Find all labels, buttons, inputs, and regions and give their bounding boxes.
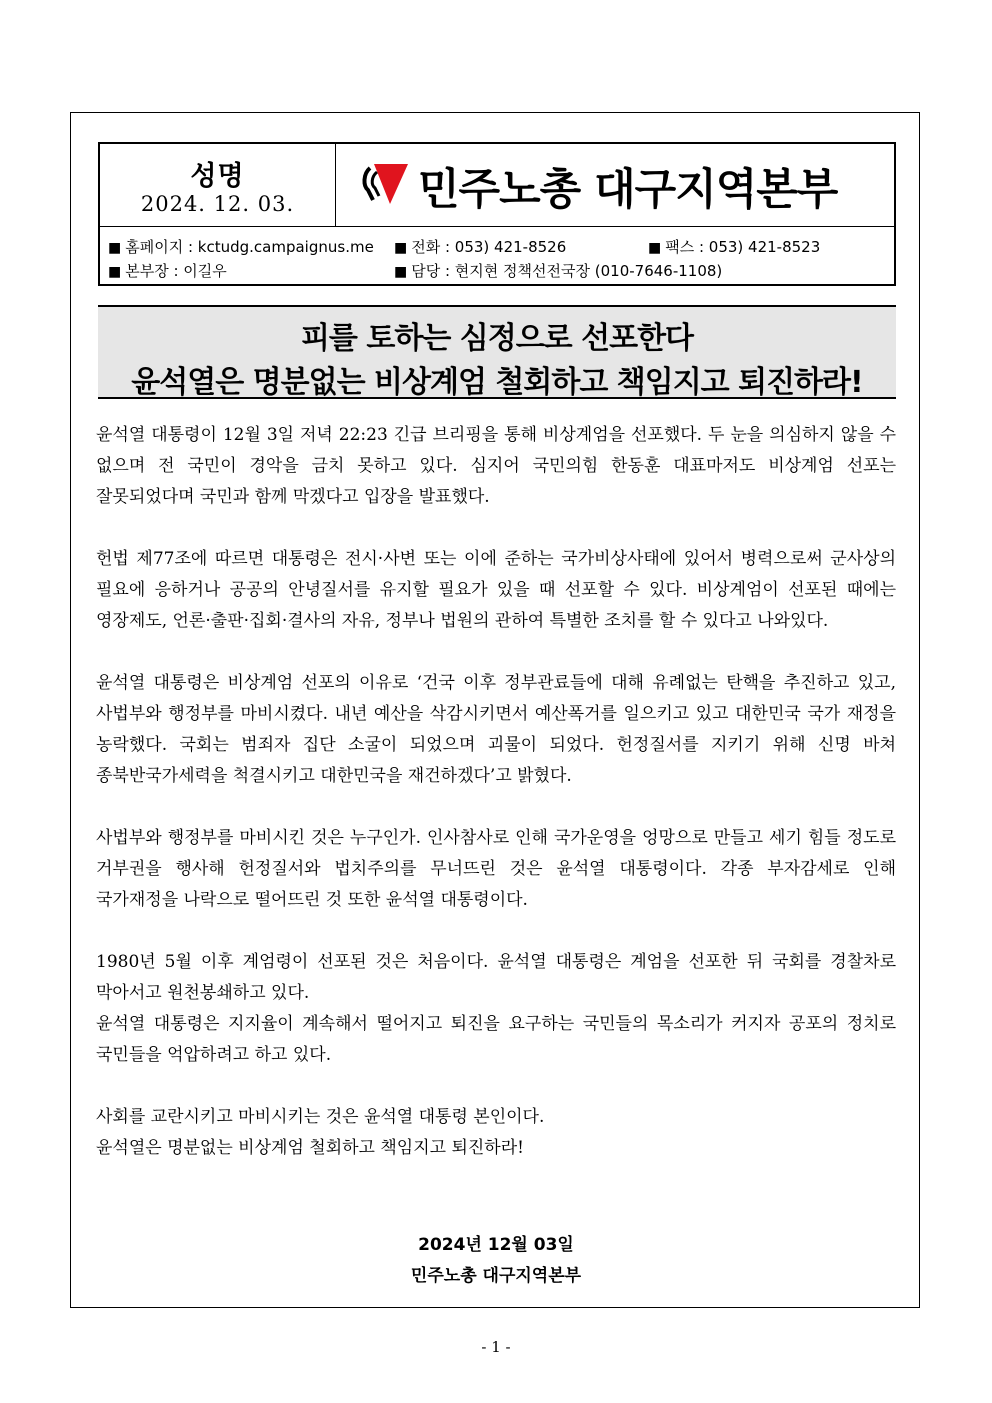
org-cell [336, 144, 894, 226]
chief-text: 본부장 : 이길우 [125, 262, 227, 280]
statement-body [96, 420, 896, 1164]
bullet-square-icon: ■ [394, 264, 408, 280]
doc-type-cell [100, 144, 336, 226]
info-contact [394, 260, 722, 281]
info-phone [394, 236, 566, 257]
bullet-square-icon: ■ [394, 240, 408, 256]
signature-date: 2024년 12월 03일 [418, 1235, 574, 1255]
page-number: - 1 - [481, 1338, 511, 1356]
letterhead [98, 142, 896, 286]
info-fax [648, 236, 820, 257]
kctu-logo-icon [360, 160, 408, 208]
homepage-text: 홈페이지 : kctudg.campaignus.me [125, 238, 374, 256]
bullet-square-icon: ■ [648, 240, 662, 256]
bullet-square-icon: ■ [108, 264, 122, 280]
org-name: 민주노총 대구지역본부 [418, 165, 838, 215]
contact-text: 담당 : 현지현 정책선전국장 (010-7646-1108) [411, 262, 723, 280]
paragraph-5a: 1980년 5월 이후 계엄령이 선포된 것은 처음이다. 윤석열 대통령은 계엄을 선포한 뒤 국회를 경찰차로 막아서고 원천봉쇄하고 있다. [96, 952, 896, 1003]
paragraph-4: 사법부와 행정부를 마비시킨 것은 누구인가. 인사참사로 인해 국가운영을 엉망으로 만들고 세기 힘들 정도로 거부권을 행사해 헌정질서와 법치주의를 무너뜨린 것은 윤석열 대통령이다. 각종 부자감세로 인해 국가재정을 나락으로 떨어뜨린 것 또한 윤석열 대통령이다. [96, 828, 896, 910]
paragraph-1: 윤석열 대통령이 12월 3일 저녁 22:23 긴급 브리핑을 통해 비상계엄을 선포했다. 두 눈을 의심하지 않을 수 없으며 전 국민이 경악을 금치 못하고 있다. 심지어 국민의힘 한동훈 대표마저도 비상계엄 선포는 잘못되었다며 국민과 함께 막겠다고 입장을 발표했다. [96, 425, 896, 507]
paragraph-6b: 윤석열은 명분없는 비상계엄 철회하고 책임지고 퇴진하라! [96, 1138, 524, 1158]
phone-text: 전화 : 053) 421-8526 [411, 238, 567, 256]
doc-type: 성명 [190, 161, 245, 192]
fax-text: 팩스 : 053) 421-8523 [665, 238, 821, 256]
title-line-2: 윤석열은 명분없는 비상계엄 철회하고 책임지고 퇴진하라! [131, 365, 863, 400]
paragraph-3: 윤석열 대통령은 비상계엄 선포의 이유로 ‘건국 이후 정부관료들에 대해 유례없는 탄핵을 추진하고 있고, 사법부와 행정부를 마비시켰다. 내년 예산을 삭감시키면서 예산폭거를 일으키고 있고 대한민국 국가 재정을 농락했다. 국회는 범죄자 집단 소굴이 되었으며 괴물이 되었다. 헌정질서를 지키기 위해 신명 바쳐 종북반국가세력을 척결시키고 대한민국을 재건하겠다’고 밝혔다. [96, 673, 896, 786]
statement-title [98, 305, 896, 399]
bullet-square-icon: ■ [108, 240, 122, 256]
signature-org: 민주노총 대구지역본부 [410, 1266, 582, 1286]
title-line-1: 피를 토하는 심정으로 선포한다 [300, 321, 694, 356]
letterhead-top-row [100, 144, 894, 227]
paragraph-5b: 윤석열 대통령은 지지율이 계속해서 떨어지고 퇴진을 요구하는 국민들의 목소리가 커지자 공포의 정치로 국민들을 억압하려고 하고 있다. [96, 1014, 896, 1065]
doc-date: 2024. 12. 03. [140, 192, 295, 216]
paragraph-6a: 사회를 교란시키고 마비시키는 것은 윤석열 대통령 본인이다. [96, 1107, 545, 1127]
info-homepage [108, 236, 374, 257]
info-chief [108, 260, 227, 281]
paragraph-2: 헌법 제77조에 따르면 대통령은 전시·사변 또는 이에 준하는 국가비상사태에 있어서 병력으로써 군사상의 필요에 응하거나 공공의 안녕질서를 유지할 필요가 있을 때 선포할 수 있다. 비상계엄이 선포된 때에는 영장제도, 언론·출판·집회·결사의 자유, 정부나 법원의 관하여 특별한 조치를 할 수 있다고 나와있다. [96, 549, 896, 631]
